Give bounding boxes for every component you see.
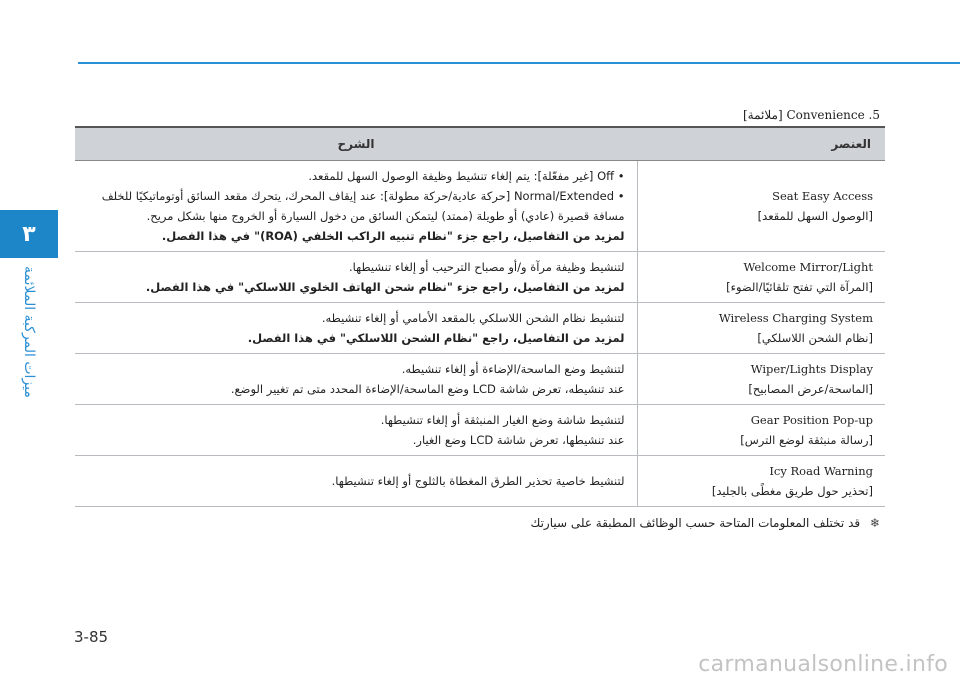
item-name-arabic: [نظام الشحن اللاسلكي]: [757, 331, 873, 345]
description-line: لتنشيط خاصية تحذير الطرق المغطاة بالثلوج أو إلغاء تنشيطها.: [331, 474, 625, 488]
item-cell: [637, 405, 885, 456]
item-cell: [637, 303, 885, 354]
snowflake-icon: ❄: [869, 516, 880, 530]
description-line: لتنشيط وظيفة مرآة و/أو مصباح الترحيب أو إلغاء تنشيطها.: [348, 260, 625, 274]
feature-table: [75, 126, 885, 507]
item-name-english: Wireless Charging System: [718, 311, 873, 325]
description-line: عند تنشيطها، تعرض شاشة LCD وضع الغيار.: [412, 433, 625, 447]
item-name-english: Welcome Mirror/Light: [743, 260, 873, 274]
description-line: • Off [غير مفعّلة]: يتم إلغاء تنشيط وظيفة الوصول السهل للمقعد.: [308, 169, 625, 183]
item-name-arabic: [المرآة التي تفتح تلقائيًا/الضوء]: [726, 280, 873, 294]
reference-line: لمزيد من التفاصيل، راجع جزء "نظام تنبيه الراكب الخلفي (ROA)" في هذا الفصل.: [161, 229, 625, 243]
item-cell: [637, 252, 885, 303]
chapter-title: ميزات المركبة الملائمة: [21, 266, 37, 398]
item-column-header: العنصر: [637, 127, 885, 161]
description-cell: [75, 303, 637, 354]
chapter-tab: [0, 210, 58, 258]
description-cell: [75, 354, 637, 405]
page-number: 3-85: [74, 628, 109, 646]
description-line: • Normal/Extended [حركة عادية/حركة مطولة]: عند إيقاف المحرك، يتحرك مقعد السائق أوتوماتيكيًا للخلف: [101, 189, 625, 203]
footnote: [530, 516, 880, 530]
table-row: [75, 405, 885, 456]
item-name-arabic: [الماسحة/عرض المصابيح]: [748, 382, 873, 396]
description-cell: [75, 405, 637, 456]
description-cell: [75, 252, 637, 303]
description-line: لتنشيط شاشة وضع الغيار المنبثقة أو إلغاء تنشيطها.: [380, 413, 625, 427]
item-name-arabic: [تحذير حول طريق مغطًى بالجليد]: [711, 484, 873, 498]
item-name-english: Gear Position Pop-up: [750, 413, 873, 427]
item-cell: [637, 456, 885, 507]
description-column-header: الشرح: [75, 127, 637, 161]
top-rule: [78, 62, 960, 64]
description-line: عند تنشيطه، تعرض شاشة LCD وضع الماسحة/الإضاءة المحدد متى تم تغيير الوضع.: [230, 382, 625, 396]
item-name-arabic: [رسالة منبثقة لوضع الترس]: [740, 433, 873, 447]
reference-line: لمزيد من التفاصيل، راجع جزء "نظام شحن الهاتف الخلوي اللاسلكي" في هذا الفصل.: [145, 280, 625, 294]
description-line: لتنشيط وضع الماسحة/الإضاءة أو إلغاء تنشيطه.: [401, 362, 625, 376]
item-name-english: Icy Road Warning: [769, 464, 873, 478]
table-row: [75, 303, 885, 354]
table-row: [75, 252, 885, 303]
reference-line: لمزيد من التفاصيل، راجع "نظام الشحن اللاسلكي" في هذا الفصل.: [247, 331, 625, 345]
table-row: [75, 456, 885, 507]
description-cell: [75, 161, 637, 252]
table-row: [75, 354, 885, 405]
watermark: carmanualsonline.info: [698, 652, 948, 677]
section-heading: 5. Convenience [ملائمة]: [743, 108, 880, 122]
description-line: لتنشيط نظام الشحن اللاسلكي بالمقعد الأمامي أو إلغاء تنشيطه.: [321, 311, 625, 325]
footnote-text: قد تختلف المعلومات المتاحة حسب الوظائف المطبقة على سيارتك: [530, 516, 861, 530]
chapter-number: ٣: [22, 221, 36, 247]
table-row: [75, 161, 885, 252]
item-name-arabic: [الوصول السهل للمقعد]: [757, 209, 873, 223]
description-cell: [75, 456, 637, 507]
item-cell: [637, 161, 885, 252]
item-name-english: Wiper/Lights Display: [750, 362, 873, 376]
item-name-english: Seat Easy Access: [772, 189, 873, 203]
item-cell: [637, 354, 885, 405]
description-line: مسافة قصيرة (عادي) أو طويلة (ممتد) ليتمكن السائق من دخول السيارة أو الخروج منها بشكل مريح.: [146, 209, 625, 223]
table-header-row: [75, 127, 885, 161]
